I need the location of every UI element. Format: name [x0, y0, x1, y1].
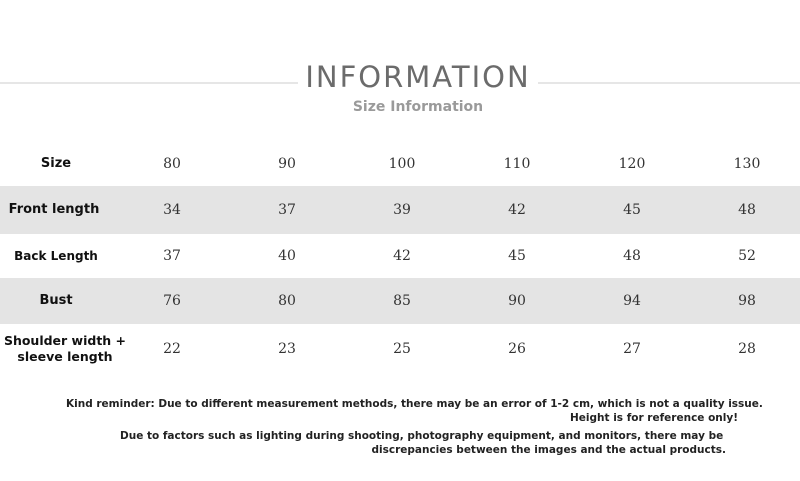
display-note: Due to factors such as lighting during shooting, photography equipment, and monitors, there may be — [120, 430, 724, 442]
table-cell: 37 — [278, 202, 296, 218]
table-cell: 28 — [738, 341, 756, 357]
table-cell: 40 — [278, 248, 296, 264]
table-cell: 98 — [738, 293, 756, 309]
table-row-size — [0, 142, 800, 186]
table-cell: 34 — [163, 202, 181, 218]
table-cell: 120 — [618, 156, 646, 172]
table-cell: 48 — [623, 248, 641, 264]
table-row-back-length — [0, 234, 800, 278]
table-cell: 90 — [508, 293, 526, 309]
table-cell: 110 — [503, 156, 531, 172]
table-cell: 100 — [388, 156, 416, 172]
table-cell: 27 — [623, 341, 641, 357]
page-title: INFORMATION — [305, 60, 531, 94]
table-cell: 85 — [393, 293, 411, 309]
table-cell: 45 — [508, 248, 526, 264]
table-cell: 52 — [738, 248, 756, 264]
table-cell: 37 — [163, 248, 181, 264]
size-table — [0, 142, 800, 374]
header-divider-right — [538, 82, 800, 84]
table-cell: 26 — [508, 341, 526, 357]
table-cell: 76 — [163, 293, 181, 309]
table-cell: 80 — [163, 156, 181, 172]
table-cell: 90 — [278, 156, 296, 172]
table-cell: 39 — [393, 202, 411, 218]
measurement-note: Kind reminder: Due to different measurement methods, there may be an error of 1-2 cm, which is not a quality issue. — [66, 398, 763, 410]
table-cell: 23 — [278, 341, 296, 357]
table-row-bust — [0, 278, 800, 324]
table-cell: 42 — [508, 202, 526, 218]
table-row-front-length — [0, 186, 800, 234]
row-label: Back Length — [14, 249, 98, 263]
table-row-shoulder-sleeve — [0, 324, 800, 374]
table-cell: 42 — [393, 248, 411, 264]
row-label: Front length — [8, 202, 100, 217]
table-cell: 25 — [393, 341, 411, 357]
table-cell: 80 — [278, 293, 296, 309]
table-cell: 45 — [623, 202, 641, 218]
height-note: Height is for reference only! — [570, 412, 738, 424]
table-cell: 130 — [733, 156, 761, 172]
page-subtitle: Size Information — [352, 99, 484, 115]
row-label: Shoulder width + sleeve length — [3, 333, 127, 364]
display-note-continued: discrepancies between the images and the actual products. — [371, 444, 726, 456]
row-label: Bust — [39, 293, 73, 308]
row-label: Size — [40, 156, 72, 171]
header-divider-left — [0, 82, 298, 84]
table-cell: 22 — [163, 341, 181, 357]
table-cell: 94 — [623, 293, 641, 309]
table-cell: 48 — [738, 202, 756, 218]
